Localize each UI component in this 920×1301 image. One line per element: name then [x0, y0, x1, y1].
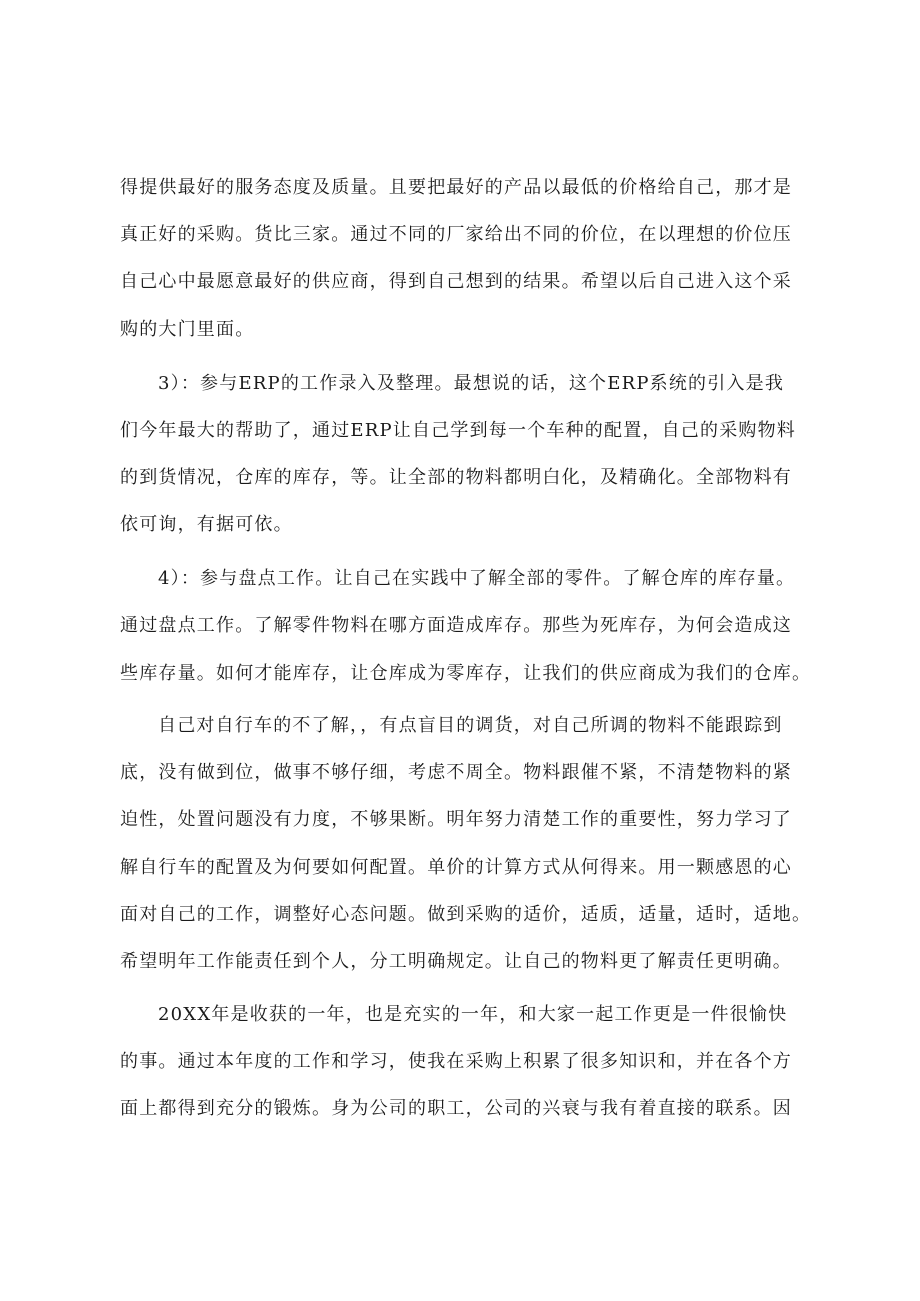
text-line: 真正好的采购。货比三家。通过不同的厂家给出不同的价位，在以理想的价位压	[120, 224, 792, 245]
text-line: 面对自己的工作，调整好心态问题。做到采购的适价，适质，适量，适时，适地。	[120, 904, 812, 925]
text-line: 自己对自行车的不了解，，有点盲目的调货，对自己所调的物料不能跟踪到	[158, 715, 783, 736]
text-line: 4）：参与盘点工作。让自己在实践中了解全部的零件。了解仓库的库存量。	[158, 568, 796, 589]
text-line: 些库存量。如何才能库存，让仓库成为零库存，让我们的供应商成为我们的仓库。	[120, 663, 812, 684]
text-line: 解自行车的配置及为何要如何配置。单价的计算方式从何得来。用一颗感恩的心	[120, 857, 792, 878]
text-line: 希望明年工作能责任到个人，分工明确规定。让自己的物料更了解责任更明确。	[120, 951, 792, 972]
text-line: 的到货情况，仓库的库存，等。让全部的物料都明白化，及精确化。全部物料有	[120, 467, 792, 488]
text-line: 通过盘点工作。了解零件物料在哪方面造成库存。那些为死库存，为何会造成这	[120, 615, 792, 636]
text-line: 底，没有做到位，做事不够仔细，考虑不周全。物料跟催不紧，不清楚物料的紧	[120, 762, 792, 783]
text-line: 3）：参与ERP的工作录入及整理。最想说的话，这个ERP系统的引入是我	[158, 373, 785, 394]
text-line: 们今年最大的帮助了，通过ERP让自己学到每一个车种的配置，自己的采购物料	[120, 420, 797, 441]
text-line: 自己心中最愿意最好的供应商，得到自己想到的结果。希望以后自己进入这个采	[120, 271, 792, 292]
text-line: 迫性，处置问题没有力度，不够果断。明年努力清楚工作的重要性，努力学习了	[120, 809, 792, 830]
text-line: 依可询，有据可依。	[120, 514, 293, 535]
text-line: 购的大门里面。	[120, 319, 255, 340]
text-line: 面上都得到充分的锻炼。身为公司的职工，公司的兴衰与我有着直接的联系。因	[120, 1098, 792, 1119]
text-line: 的事。通过本年度的工作和学习，使我在采购上积累了很多知识和，并在各个方	[120, 1051, 792, 1072]
text-line: 得提供最好的服务态度及质量。且要把最好的产品以最低的价格给自己，那才是	[120, 177, 792, 198]
text-line: 20XX年是收获的一年，也是充实的一年，和大家一起工作更是一件很愉快	[158, 1004, 788, 1025]
